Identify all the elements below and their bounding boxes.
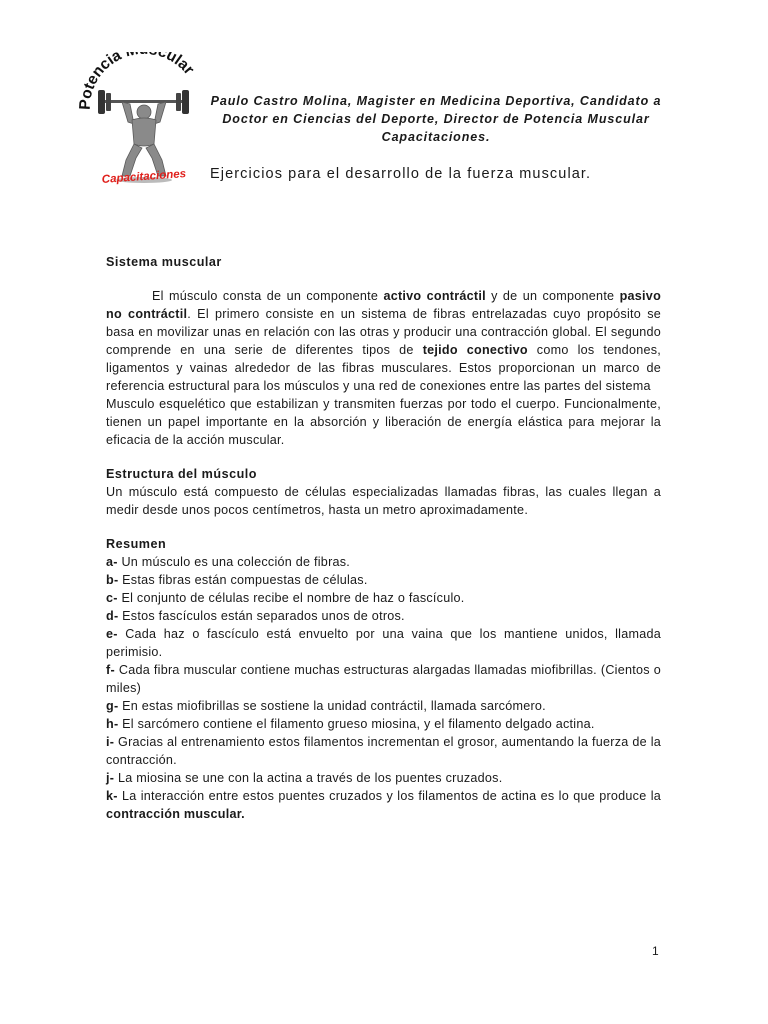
document-title: Ejercicios para el desarrollo de la fuerza muscular.	[210, 166, 592, 182]
logo-tag-text: Capacitaciones	[101, 168, 187, 186]
item-text: Estas fibras están compuestas de células.	[118, 573, 368, 587]
list-item	[106, 697, 661, 715]
sistema-muscular-heading: Sistema muscular	[106, 255, 222, 269]
item-bold-tail: contracción muscular.	[106, 807, 245, 821]
item-text: La interacción entre estos puentes cruzados y los filamentos de actina es lo que produce la	[117, 789, 661, 803]
item-letter: h-	[106, 717, 119, 731]
item-text: El sarcómero contiene el filamento grueso miosina, y el filamento delgado actina.	[118, 717, 595, 731]
p1-bold-tejido: tejido conectivo	[422, 343, 528, 357]
author-credentials: Paulo Castro Molina, Magister en Medicina Deportiva, Candidato a Doctor en Ciencias del Deporte, Director de Potencia Muscular Capacitaciones.	[210, 94, 662, 144]
item-text: Estos fascículos están separados unos de otros.	[118, 609, 405, 623]
potencia-muscular-logo	[78, 52, 208, 190]
p1-text-2: y de un componente	[485, 289, 620, 303]
item-letter: e-	[106, 627, 118, 641]
list-item	[106, 715, 661, 733]
document-body	[106, 253, 661, 823]
list-item	[106, 661, 661, 697]
sistema-paragraph-2: Musculo esquelético que estabilizan y transmiten fuerzas por todo el cuerpo. Funcionalmente, tienen un papel importante en la absorción y liberación de energía elástica para mejorar la eficacia de la acción muscular.	[106, 397, 661, 447]
list-item	[106, 769, 661, 787]
list-item	[106, 625, 661, 661]
item-letter: k-	[106, 789, 118, 803]
item-letter: d-	[106, 609, 119, 623]
list-item	[106, 607, 661, 625]
item-text: La miosina se une con la actina a través de los puentes cruzados.	[114, 771, 503, 785]
item-letter: i-	[106, 735, 115, 749]
list-item	[106, 571, 661, 589]
p1-text-1: El músculo consta de un componente	[152, 289, 384, 303]
item-letter: f-	[106, 663, 115, 677]
list-item	[106, 553, 661, 571]
item-letter: j-	[106, 771, 115, 785]
estructura-paragraph: Un músculo está compuesto de células especializadas llamadas fibras, las cuales llegan a medir desde unos pocos centímetros, hasta un metro aproximadamente.	[106, 485, 661, 517]
sistema-paragraph-1	[106, 287, 661, 395]
p1-text-4: como los tendones, ligamentos y vainas alrededor de las fibras musculares. Estos proporcionan un marco de referencia estructural para los músculos y una red de conexiones entre las partes del sistema	[106, 343, 661, 393]
list-item	[106, 589, 661, 607]
item-text: Gracias al entrenamiento estos filamentos incrementan el grosor, aumentando la fuerza de la contracción.	[106, 735, 661, 767]
p1-bold-activo: activo contráctil	[383, 289, 486, 303]
item-text: Un músculo es una colección de fibras.	[117, 555, 351, 569]
weightlifter-logo-icon	[78, 52, 208, 190]
list-item	[106, 787, 661, 823]
item-text: En estas miofibrillas se sostiene la unidad contráctil, llamada sarcómero.	[118, 699, 546, 713]
item-letter: a-	[106, 555, 118, 569]
item-text: El conjunto de células recibe el nombre de haz o fascículo.	[117, 591, 465, 605]
estructura-heading: Estructura del músculo	[106, 467, 257, 481]
p1-bold-pasivo: pasivo no contráctil	[106, 289, 662, 321]
item-text: Cada fibra muscular contiene muchas estructuras alargadas llamadas miofibrillas. (Cientos o miles)	[106, 663, 661, 695]
item-letter: c-	[106, 591, 118, 605]
item-letter: g-	[106, 699, 119, 713]
item-text: Cada haz o fascículo está envuelto por una vaina que los mantiene unidos, llamada perimisio.	[106, 627, 661, 659]
logo-arc-text: Potencia cular	[78, 52, 198, 111]
item-letter: b-	[106, 573, 119, 587]
list-item	[106, 733, 661, 769]
p1-text-3: . El primero consiste en un sistema de fibras entrelazadas cuyo propósito se basa en movilizar unas en relación con las otras y producir una contracción global. El segundo comprende en una serie de diferentes tipos de	[106, 307, 661, 357]
resumen-heading: Resumen	[106, 537, 167, 551]
page-number: 1	[652, 944, 659, 958]
resumen-list	[106, 553, 661, 823]
